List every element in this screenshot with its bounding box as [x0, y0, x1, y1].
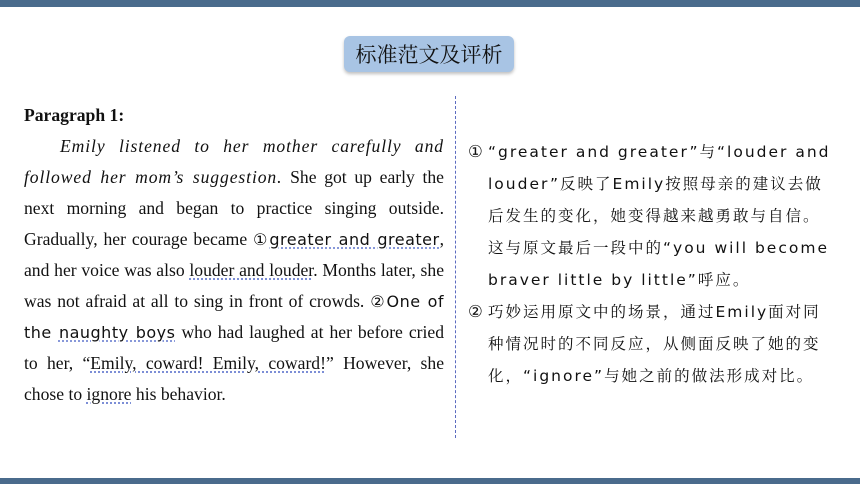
marker-1: ① — [253, 230, 270, 249]
note-text: 巧妙运用原文中的场景，通过Emily面对同种情况时的不同反应，从侧面反映了她的变化，“ignore”与她之前的做法形成对比。 — [488, 303, 821, 385]
commentary-note — [468, 136, 836, 296]
underlined-phrase: Emily, coward! Emily, coward! — [90, 353, 326, 373]
essay-text: who had laughed at her before cried to her, “ — [24, 322, 445, 373]
essay-text: One of the — [24, 292, 445, 342]
essay-text: . Months later, she was not afraid at all to sing in front of crowds. — [24, 260, 444, 311]
essay-text: ” However, she chose to — [24, 353, 445, 404]
paragraph-heading: Paragraph 1: — [24, 105, 125, 125]
bottom-bar — [0, 478, 860, 484]
page-title: 标准范文及评析 — [344, 36, 514, 72]
commentary — [468, 136, 836, 392]
note-number: ① — [468, 142, 483, 161]
model-essay-paragraph — [24, 100, 444, 410]
underlined-phrase: naughty boys — [58, 323, 176, 342]
underlined-phrase: louder and louder — [189, 260, 314, 280]
underlined-phrase: greater and greater — [269, 230, 440, 249]
essay-text: his behavior. — [131, 384, 226, 404]
underlined-phrase: ignore — [86, 384, 132, 404]
note-number: ② — [468, 302, 483, 321]
italic-sentence: Emily listened to her mother carefully and followed her mom’s suggestion. — [24, 136, 444, 187]
essay-text: , and her voice was also — [24, 229, 444, 280]
essay-text: She got up early the next morning and began to practice singing outside. Gradually, her courage became — [24, 167, 444, 249]
marker-2: ② — [370, 292, 387, 311]
top-bar — [0, 0, 860, 7]
column-divider — [455, 96, 456, 438]
note-text: “greater and greater”与“louder and louder”反映了Emily按照母亲的建议去做后发生的变化，她变得越来越勇敢与自信。这与原文最后一段中的“you will become braver little by little”呼应。 — [488, 143, 831, 289]
commentary-note — [468, 296, 836, 392]
